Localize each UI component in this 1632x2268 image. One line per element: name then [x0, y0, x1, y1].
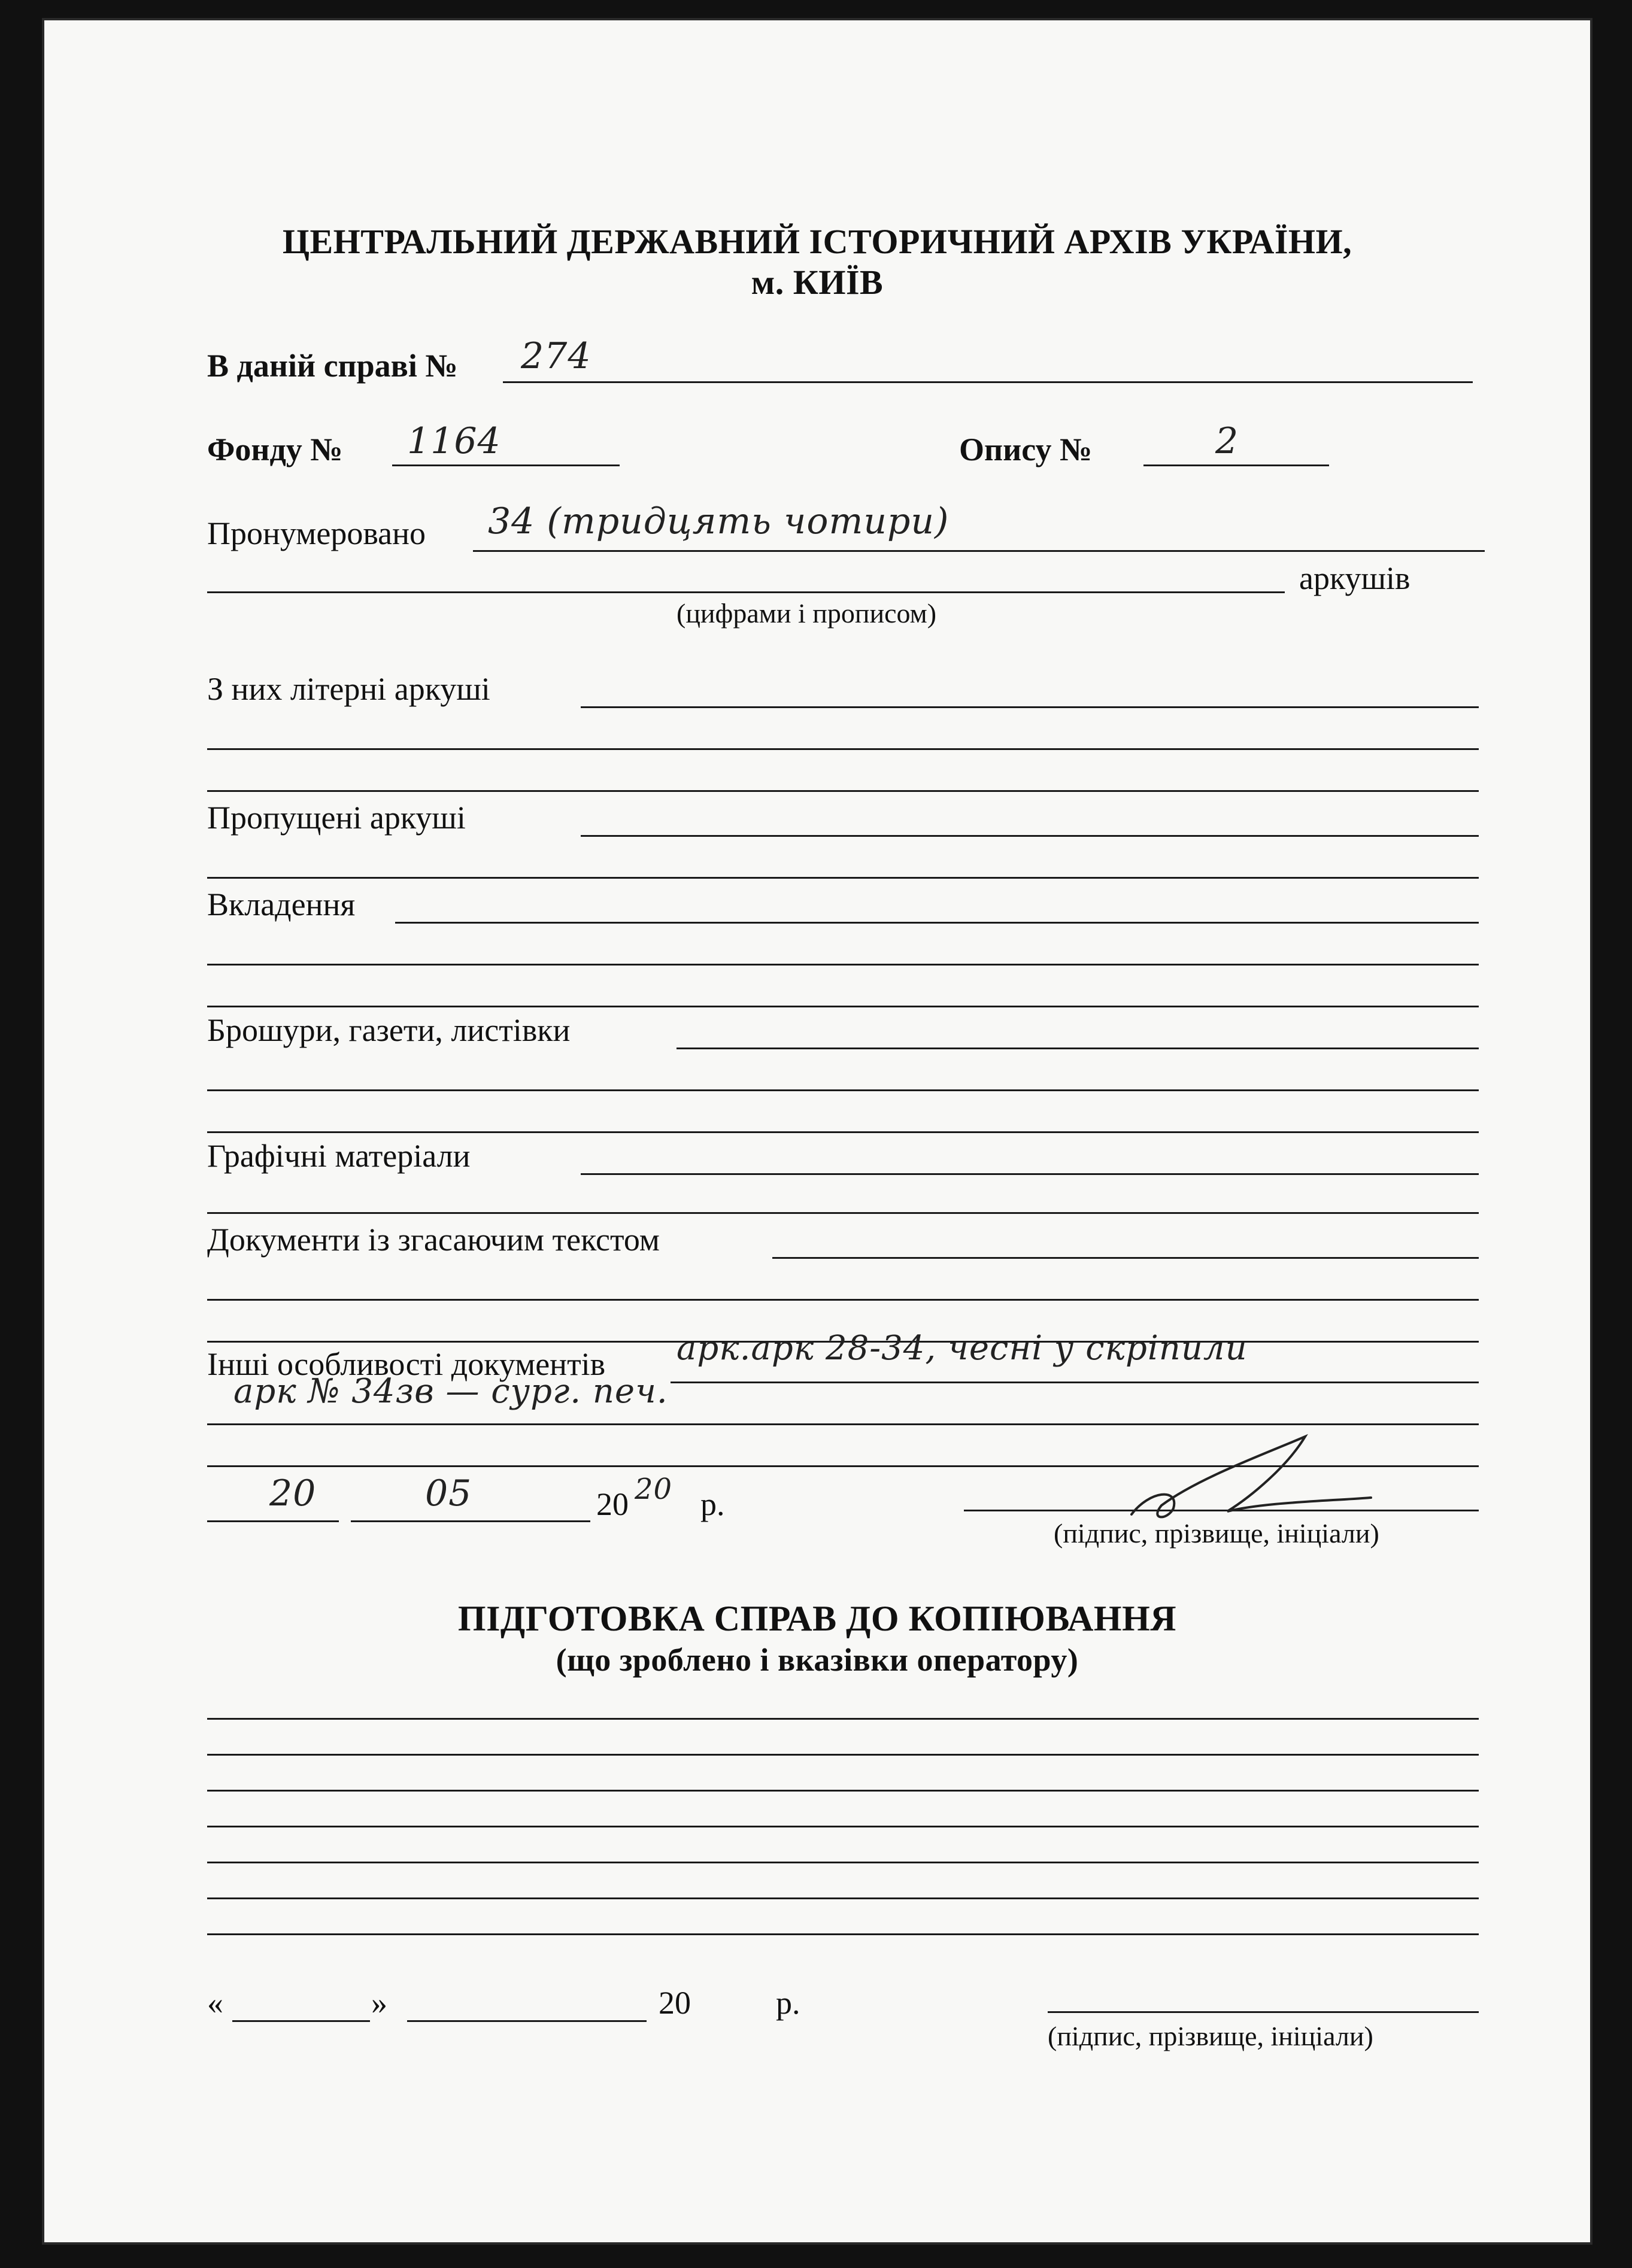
date-day-line — [207, 1520, 339, 1522]
fading-docs-label: Документи із згасаючим текстом — [207, 1222, 660, 1258]
section2-close-quote: » — [371, 1985, 387, 2021]
opys-line — [1143, 464, 1329, 466]
fading-docs-line-2 — [207, 1299, 1479, 1301]
numbered-label: Пронумеровано — [207, 515, 426, 551]
fading-docs-line-1 — [772, 1257, 1479, 1259]
section2-line-3 — [207, 1790, 1479, 1792]
section2-line-4 — [207, 1826, 1479, 1827]
numbered-line-1 — [473, 550, 1485, 552]
date-month-line — [351, 1520, 590, 1522]
missing-sheets-label: Пропущені аркуші — [207, 800, 466, 836]
numbered-unit: аркушів — [1299, 560, 1410, 596]
case-number-label: В даній справі № — [207, 348, 458, 384]
other-features-value-2: арк № 34зв — сург. печ. — [233, 1372, 668, 1411]
inserts-line-3 — [207, 1006, 1479, 1007]
missing-sheets-line-2 — [207, 877, 1479, 879]
numbered-line-2 — [207, 591, 1285, 593]
section2-open-quote: « — [207, 1985, 223, 2021]
section2-line-7 — [207, 1933, 1479, 1935]
numbered-value: 34 (тридцять чотири) — [488, 500, 950, 542]
inserts-line-1 — [395, 922, 1479, 924]
brochures-label: Брошури, газети, листівки — [207, 1012, 571, 1048]
numbered-hint: (цифрами і прописом) — [677, 598, 937, 629]
date-year-prefix: 20 — [596, 1486, 629, 1522]
date-year-tail: р. — [700, 1486, 725, 1522]
section2-day-line — [232, 2020, 370, 2022]
date-day-value: 20 — [269, 1472, 317, 1514]
signature-hint-1: (підпис, прізвище, ініціали) — [1054, 1518, 1379, 1549]
brochures-line-3 — [207, 1131, 1479, 1133]
document-page — [42, 18, 1592, 2245]
inserts-line-2 — [207, 964, 1479, 966]
section2-title: ПІДГОТОВКА СПРАВ ДО КОПІЮВАННЯ — [457, 1599, 1177, 1638]
graphics-label: Графічні матеріали — [207, 1138, 471, 1174]
section2-line-1 — [207, 1718, 1479, 1720]
fond-value: 1164 — [407, 420, 501, 462]
archive-city: м. КИЇВ — [751, 263, 884, 302]
section2-line-5 — [207, 1862, 1479, 1863]
graphics-line-2 — [207, 1212, 1479, 1214]
other-features-value-1: арк.арк 28-34, чесні у скріпили — [677, 1329, 1248, 1368]
brochures-line-1 — [677, 1048, 1479, 1049]
other-features-label: Інші особливості документів — [207, 1346, 606, 1382]
inserts-label: Вкладення — [207, 886, 356, 922]
missing-sheets-line-1 — [581, 835, 1479, 837]
brochures-line-2 — [207, 1089, 1479, 1091]
fond-line — [392, 464, 620, 466]
other-features-line-1 — [671, 1382, 1479, 1383]
opys-value: 2 — [1215, 420, 1239, 462]
date-month-value: 05 — [425, 1472, 472, 1514]
liter-sheets-label: З них літерні аркуші — [207, 671, 490, 707]
opys-label: Опису № — [959, 432, 1093, 467]
graphics-line-1 — [581, 1173, 1479, 1175]
fond-label: Фонду № — [207, 432, 343, 467]
section2-year-prefix: 20 — [659, 1985, 691, 2021]
liter-sheets-line-1 — [581, 706, 1479, 708]
liter-sheets-line-3 — [207, 790, 1479, 792]
case-number-line — [503, 381, 1473, 383]
date-year-suffix: 20 — [635, 1472, 673, 1506]
section2-line-6 — [207, 1897, 1479, 1899]
liter-sheets-line-2 — [207, 748, 1479, 750]
other-features-line-2 — [207, 1423, 1479, 1425]
section2-month-line — [407, 2020, 647, 2022]
case-number-value: 274 — [521, 335, 591, 377]
section2-year-tail: р. — [776, 1985, 800, 2021]
signature-line-2 — [1048, 2011, 1479, 2013]
section2-line-2 — [207, 1754, 1479, 1756]
signature-hint-2: (підпис, прізвище, ініціали) — [1048, 2021, 1373, 2051]
handwritten-signature-icon — [1108, 1431, 1383, 1526]
section2-subtitle: (що зроблено і вказівки оператору) — [556, 1642, 1079, 1678]
archive-name: ЦЕНТРАЛЬНИЙ ДЕРЖАВНИЙ ІСТОРИЧНИЙ АРХІВ УКРАЇНИ, — [282, 222, 1352, 261]
